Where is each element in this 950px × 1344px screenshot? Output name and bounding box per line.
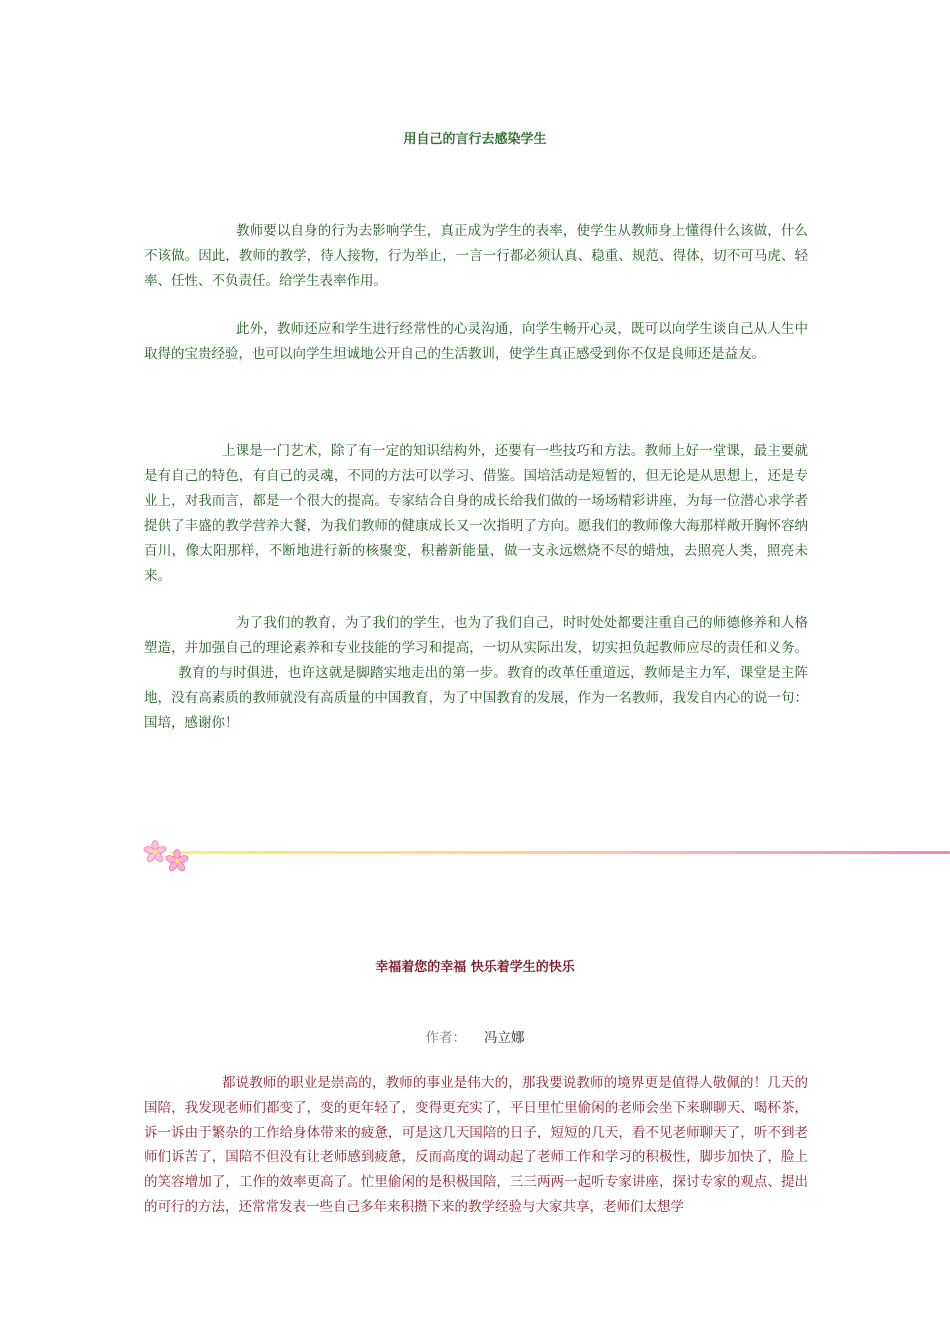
flower-icon: [140, 838, 200, 874]
flower-divider: [140, 838, 950, 874]
author-name: 冯立娜: [484, 1030, 525, 1046]
section-2-title: 幸福着您的幸福 快乐着学生的快乐: [375, 960, 575, 975]
section-1-paragraph-1: 教师要以自身的行为去影响学生，真正成为学生的表率，使学生从教师身上懂得什么该做，什么不该做。因此，教师的教学，待人接物，行为举止，一言一行都必须认真、稳重、规范、得体，切不可马虎、轻率、任性、不负责任。给学生表率作用。: [144, 223, 808, 289]
section-2-paragraph-1: 都说教师的职业是崇高的，教师的事业是伟大的，那我要说教师的境界更是值得人敬佩的！几天的国陪，我发现老师们都变了，变的更年轻了，变得更充实了，平日里忙里偷闲的老师会坐下来聊聊天、喝杯茶，诉一诉由于繁杂的工作给身体带来的疲惫，可是这几天国陪的日子，短短的几天，看不见老师聊天了，听不到老师们诉苦了，国陪不但没有让老师感到疲惫，反而高度的调动起了老师工作和学习的积极性，脚步加快了，脸上的笑容增加了，工作的效率更高了。忙里偷闲的是积极国陪，三三两两一起听专家讲座，探讨专家的观点、提出的可行的方法，还常常发表一些自己多年来积攒下来的教学经验与大家共享，老师们太想学: [144, 1075, 808, 1215]
divider-gradient-line: [170, 851, 950, 854]
section-1-paragraph-2: 此外，教师还应和学生进行经常性的心灵沟通，向学生畅开心灵，既可以向学生谈自己从人生中取得的宝贵经验，也可以向学生坦诚地公开自己的生活教训，使学生真正感受到你不仅是良师还是益友。: [144, 321, 808, 362]
section-1-title: 用自己的言行去感染学生: [403, 132, 547, 147]
author-label: 作者：: [425, 1030, 466, 1046]
section-1-paragraph-4: [144, 611, 808, 736]
section-1-paragraph-3: 上课是一门艺术，除了有一定的知识结构外，还要有一些技巧和方法。教师上好一堂课，最主要就是有自己的特色，有自己的灵魂，不同的方法可以学习、借鉴。国培活动是短暂的，但无论是从思想上，还是专业上，对我而言，都是一个很大的提高。专家结合自身的成长给我们做的一场场精彩讲座，为每一位潜心求学者提供了丰盛的教学营养大餐，为我们教师的健康成长又一次指明了方向。愿我们的教师像大海那样敞开胸怀容纳百川，像太阳那样，不断地进行新的核聚变，积蓄新能量，做一支永远燃烧不尽的蜡烛，去照亮人类，照亮未来。: [144, 443, 808, 584]
section-1-paragraph-4-part-a: 为了我们的教育，为了我们的学生，也为了我们自己，时时处处都要注重自己的师德修养和人格塑造，并加强自己的理论素养和专业技能的学习和提高，一切从实际出发，切实担负起教师应尽的责任和义务。: [144, 615, 808, 656]
author-line: [0, 1026, 950, 1046]
section-1-paragraph-4-part-b: 教育的与时俱进，也许这就是脚踏实地走出的第一步。教育的改革任重道远，教师是主力军，课堂是主阵地，没有高素质的教师就没有高质量的中国教育，为了中国教育的发展，作为一名教师，我发自内心的说一句：国培，感谢你！: [144, 665, 808, 731]
